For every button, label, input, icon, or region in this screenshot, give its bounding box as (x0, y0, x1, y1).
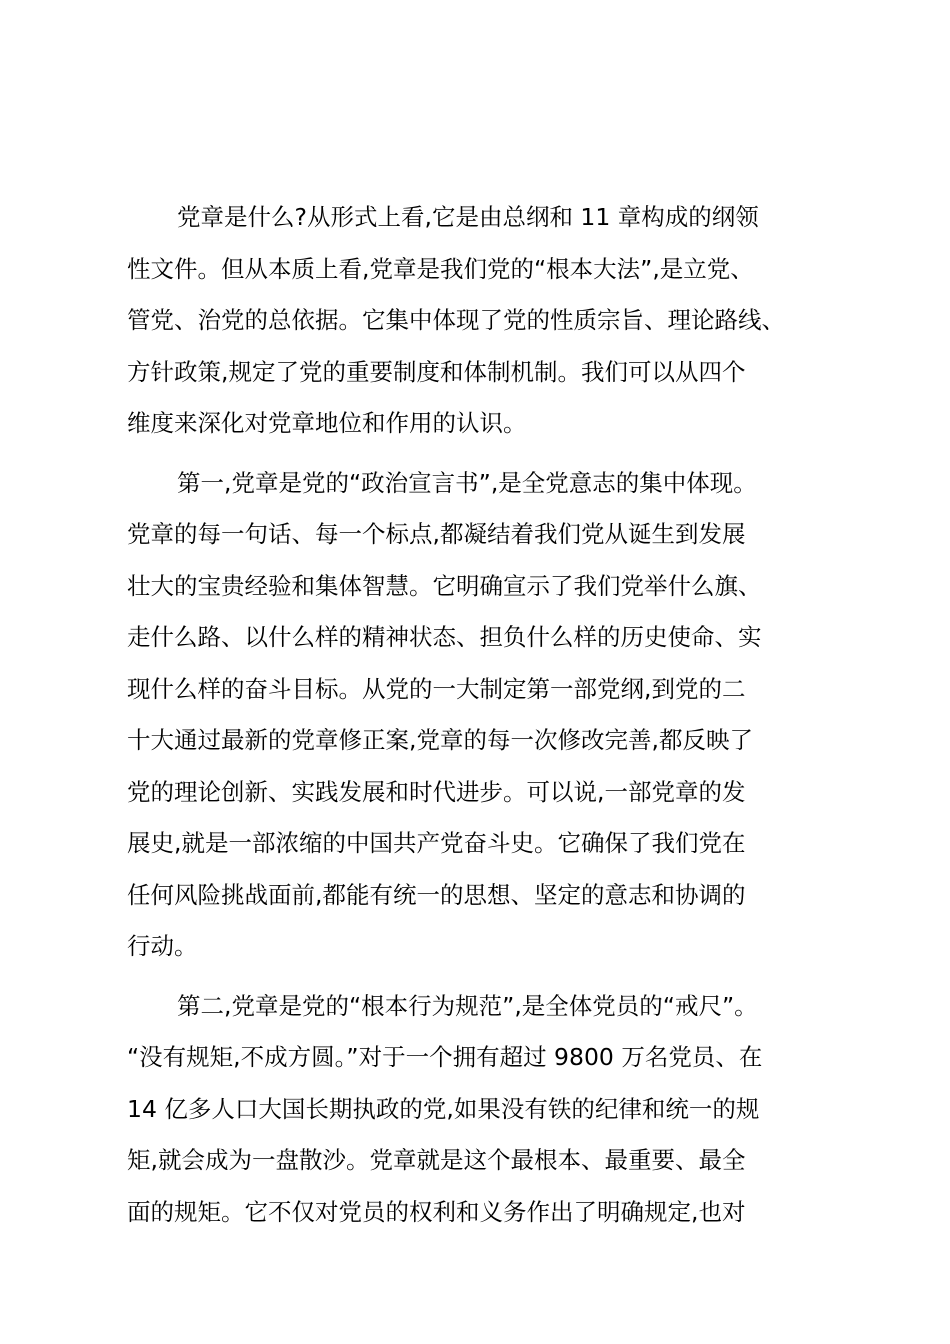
text-line: 第一,党章是党的“政治宣言书”,是全党意志的集中体现。 (177, 468, 757, 497)
text-line: 任何风险挑战面前,都能有统一的思想、坚定的意志和协调的 (127, 880, 746, 909)
document-body (127, 192, 827, 1246)
text-line: 党章是什么?从形式上看,它是由总纲和 11 章构成的纲领 (177, 203, 759, 231)
paragraph-intro (127, 192, 827, 450)
text-line: 面的规矩。它不仅对党员的权利和义务作出了明确规定,也对 (127, 1197, 746, 1226)
paragraph-first-point (127, 458, 827, 973)
text-line: 14 亿多人口大国长期执政的党,如果没有铁的纪律和统一的规 (127, 1094, 760, 1123)
text-line: “没有规矩,不成方圆。”对于一个拥有超过 9800 万名党员、在 (127, 1043, 763, 1071)
text-line: 矩,就会成为一盘散沙。党章就是这个最根本、最重要、最全 (127, 1146, 746, 1174)
text-line: 行动。 (127, 932, 198, 960)
text-line: 展史,就是一部浓缩的中国共产党奋斗史。它确保了我们党在 (127, 829, 746, 857)
text-line: 走什么路、以什么样的精神状态、担负什么样的历史使命、实 (127, 623, 762, 651)
text-line: 第二,党章是党的“根本行为规范”,是全体党员的“戒尺”。 (177, 991, 758, 1020)
text-line: 壮大的宝贵经验和集体智慧。它明确宣示了我们党举什么旗、 (127, 571, 762, 600)
text-line: 维度来深化对党章地位和作用的认识。 (127, 409, 527, 437)
text-line: 党章的每一句话、每一个标点,都凝结着我们党从诞生到发展 (127, 520, 746, 548)
paragraph-second-point (127, 981, 827, 1239)
text-line: 十大通过最新的党章修正案,党章的每一次修改完善,都反映了 (127, 726, 753, 754)
text-line: 管党、治党的总依据。它集中体现了党的性质宗旨、理论路线、 (127, 306, 785, 334)
text-line: 性文件。但从本质上看,党章是我们党的“根本大法”,是立党、 (127, 254, 754, 283)
text-line: 现什么样的奋斗目标。从党的一大制定第一部党纲,到党的二 (127, 674, 746, 703)
text-line: 方针政策,规定了党的重要制度和体制机制。我们可以从四个 (127, 357, 746, 386)
text-line: 党的理论创新、实践发展和时代进步。可以说,一部党章的发 (127, 777, 746, 806)
